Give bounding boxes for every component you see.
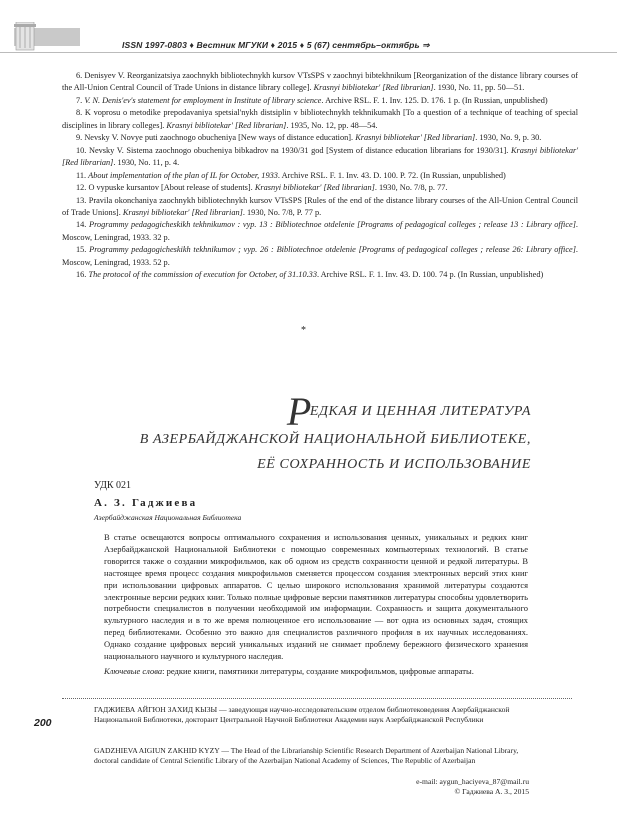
article-title (95, 378, 531, 473)
header-citation: ISSN 1997-0803 ♦ Вестник МГУКИ ♦ 2015 ♦ 5 (67) сентябрь–октябрь ⇒ (122, 40, 430, 50)
reference-item: 11. About implementation of the plan of IL for October, 1933. Archive RSL. F. 1. Inv. 43. D. 100. P. 72. (In Russian, unpublished) (76, 170, 506, 180)
reference-list (62, 70, 578, 282)
copyright: © Гаджиева А. З., 2015 (454, 787, 529, 796)
page-header (0, 0, 617, 58)
keywords: Ключевые слова: редкие книги, памятники литературы, создание микрофильмов, цифровые аппараты. (104, 666, 474, 676)
author-affiliation: Азербайджанская Национальная Библиотека (94, 513, 242, 522)
title-line-3: ЕЁ СОХРАННОСТЬ И ИСПОЛЬЗОВАНИЕ (257, 457, 531, 472)
footer-divider (62, 698, 572, 699)
author-email[interactable]: e-mail: aygun_haciyeva_87@mail.ru (416, 777, 529, 786)
journal-logo-icon (14, 22, 84, 52)
abstract: В статье освещаются вопросы оптимального сохранения и использования ценных, уникальных и редких книг Азербайджанской Национальной Библиотеки с помощью современных компьютерных технологий. В статье говорится также о создании микрофильмов, как об одном из средств сохранности ценной и редкой литературы. В настоящее время процесс создания микрофильмов сменяется процессом создания электронных версий этих книг при использовании цифровых аппаратов. С целью широкого использования хранимой литературы создаются электронные версии редких книг. Только полные цифровые версии памятников литературы способны удовлетворить потребности специалистов в получении необходимой им информации. Сохранность и защита документального культурного наследия и в то же время полноценное его использование — вот одна из основных задач, стоящих перед библиотеками. Особенно это важно для специалистов различного профиля в их научных исследованиях. Однако создание цифровых версий уникальных изданий не снимает проблему бережного физического хранения национального научного и культурного наследия. (104, 532, 528, 662)
reference-item: 8. K voprosu o metodike prepodavaniya spetsial'nykh distsiplin v bibliotechnykh tekhnikumakh [To a question of a technique of teaching of special disciplines in library colleges]. Krasnyi bibliotekar' [Red librarian]. 1935, No. 12, pp. 48—54. (62, 108, 578, 130)
author-bio-english: GADZHIEVA AIGIUN ZAKHID KYZY — The Head of the Librarianship Scientific Research Department of Azerbaijan National Library, doctoral candidate of Central Scientific Library of the Azerbaijan National Academy of Sciences, The Republic of Azerbaijan (94, 746, 519, 766)
udk-code: УДК 021 (94, 480, 132, 491)
reference-item: 10. Nevsky V. Sistema zaochnogo obucheniya bibkadrov na 1930/31 god [System of distance education librarians for 1930/31]. Krasnyi bibliotekar' [Red librarian]. 1930, No. 11, p. 4. (62, 145, 578, 168)
reference-item: 7. V. N. Denis'ev's statement for employment in Institute of library science. Archive RSL. F. 1. Inv. 125. D. 176. 1 p. (In Russian, unpublished) (76, 95, 548, 105)
header-divider (0, 52, 617, 53)
title-line-1: РЕДКАЯ И ЦЕННАЯ ЛИТЕРАТУРА (286, 389, 531, 434)
section-separator-star: * (301, 325, 306, 336)
author-bio-russian: ГАДЖИЕВА АЙГЮН ЗАХИД КЫЗЫ — заведующая научно-исследовательским отделом библиотековедения Азербайджанской Национальной Библиотеки, докторант Центральной Научной Библиотеки Академии наук Азербайджанской Республики (94, 705, 510, 725)
reference-item: 13. Pravila okonchaniya zaochnykh bibliotechnykh kursov VTsSPS [Rules of the end of the distance library courses of the All-Union Central Council of Trade Unions]. Krasnyi bibliotekar' [Red librarian]. 1930, No. 7/8, P. 77 p. (62, 195, 579, 217)
title-initial: Р (286, 389, 312, 434)
page-number: 200 (34, 717, 52, 729)
reference-item: 15. Programmy pedagogicheskikh tekhnikumov ; vyp. 26 : Bibliotechnoe otdelenie [Programs of pedagogical colleges ; release 26: Library office]. Moscow, Leningrad, 1933. 52 p. (62, 245, 578, 267)
title-line-2: В АЗЕРБАЙДЖАНСКОЙ НАЦИОНАЛЬНОЙ БИБЛИОТЕКЕ, (139, 432, 531, 447)
reference-item: 12. O vypuske kursantov [About release of students]. Krasnyi bibliotekar' [Red librarian]. 1930, No. 7/8, p. 77. (76, 183, 448, 193)
author-name: А. З. Гаджиева (94, 497, 198, 509)
reference-item: 6. Denisyev V. Reorganizatsiya zaochnykh bibliotechnykh kursov VTsSPS v zaochnyi bibtekhnikum [Reorganization of the distance library courses of the All-Union Central Council of Trade Unions in distance library college]. Krasnyi bibliotekar' [Red librarian]. 1930, No. 11, pp. 50—51. (62, 71, 579, 93)
reference-item: 16. The protocol of the commission of execution for October, of 31.10.33. Archive RSL. F. 1. Inv. 43. D. 100. 74 p. (In Russian, unpublished) (76, 270, 544, 280)
reference-item: 14. Programmy pedagogicheskikh tekhnikumov : vyp. 13 : Bibliotechnoe otdelenie [Programs of pedagogical colleges ; release 13 : Library office]. Moscow, Leningrad, 1933. 32 p. (62, 220, 578, 242)
reference-item: 9. Nevsky V. Novye puti zaochnogo obucheniya [New ways of distance education]. Krasnyi bibliotekar' [Red librarian]. 1930, No. 9, p. 30. (76, 133, 542, 143)
keywords-label: Ключевые слова (104, 666, 163, 676)
